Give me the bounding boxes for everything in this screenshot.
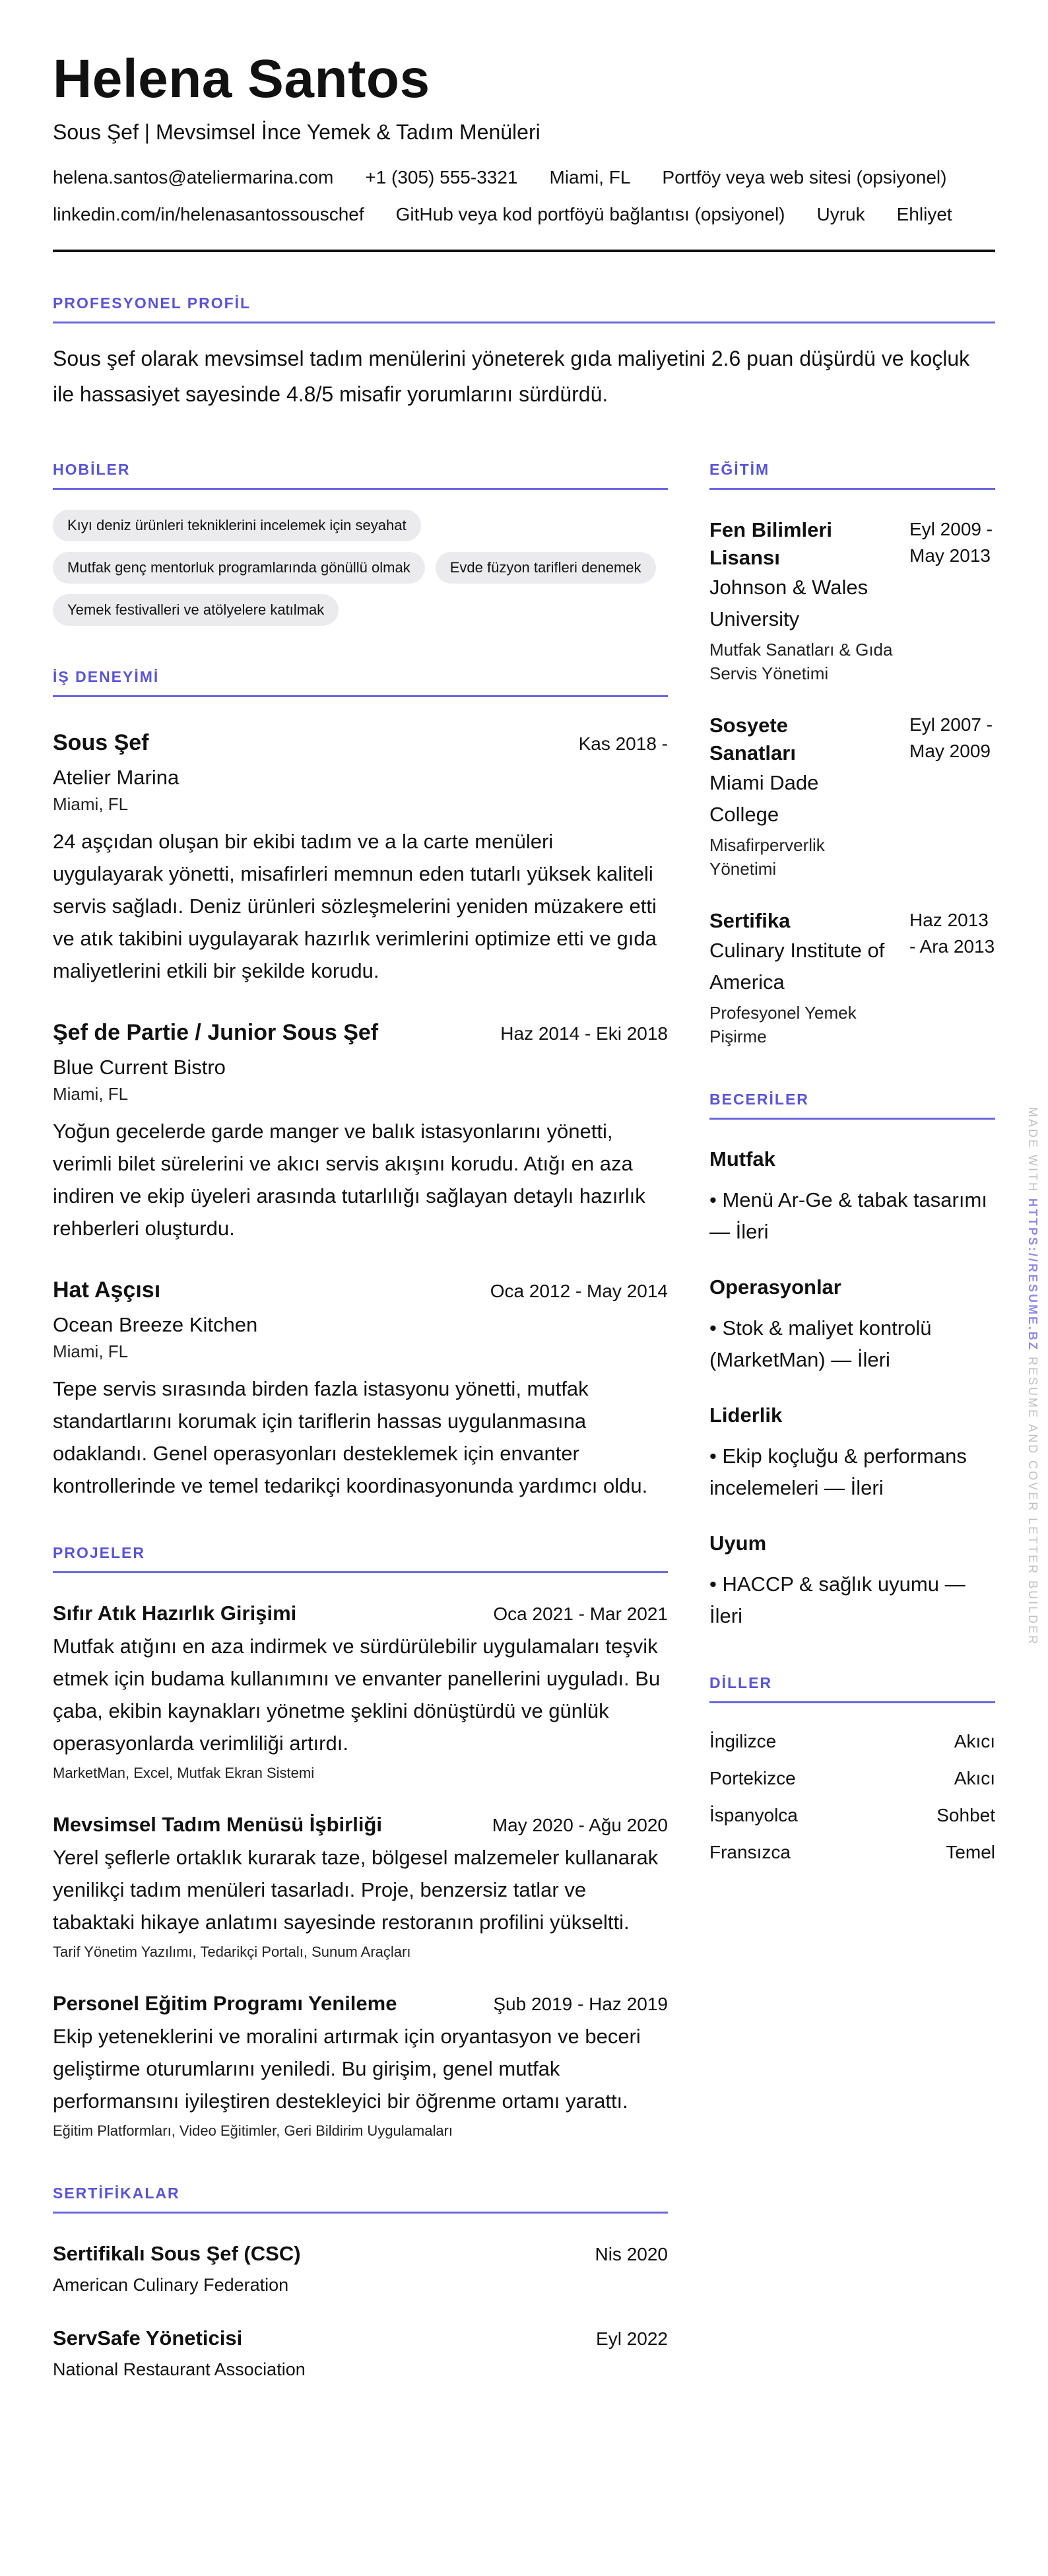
job-description: Tepe servis sırasında birden fazla istasyonu yönetti, mutfak standartlarını korumak için tariflerin hassas uygulanmasına odaklandı. Genel operasyonları desteklemek için envanter kontrollerinde ve temel tedarikçi koordinasyonunda yardımcı oldu. [53, 1377, 648, 1497]
project-description: Ekip yeteneklerini ve moralini artırmak için oryantasyon ve beceri geliştirme oturumlarını yeniledi. Bu girişim, genel mutfak performansını iyileştiren destekleyici bir öğrenme ortamı yarattı. [53, 2025, 641, 2113]
contact-list [53, 161, 997, 231]
builder-watermark [1026, 1107, 1039, 1646]
job-description: Yoğun gecelerde garde manger ve balık istasyonlarını yönetti, verimli bilet sürelerini ve akıcı servis akışını korudu. Atığı en aza indiren ve ekip üyeleri arasında tutarlılığı sağlayan detaylı hazırlık rehberleri oluşturdu. [53, 1120, 645, 1240]
certifications-section [53, 2185, 668, 2383]
hobby-tags [53, 510, 668, 626]
contact-github[interactable]: GitHub veya kod portföyü bağlantısı (opsiyonel) [395, 204, 785, 224]
two-column-body [53, 461, 995, 2383]
hobby-tag: Yemek festivalleri ve atölyelere katılmak [53, 594, 339, 626]
project-description: Mutfak atığını en aza indirmek ve sürdürülebilir uygulamaları teşvik etmek için budama kullanımını ve envanter panellerini uyguladı. Bu çaba, ekibin kaynakları yönetme şeklini dönüştürdü ve günlük operasyonlarda verimliliği artırdı. [53, 1635, 661, 1755]
education-field: Misafirperverlik Yönetimi [709, 835, 825, 879]
language-name: Portekizce [709, 1768, 796, 1788]
project-name: Sıfır Atık Hazırlık Girişimi [53, 1602, 297, 1625]
job-location: Miami, FL [53, 794, 129, 814]
experience-entry [53, 1275, 668, 1502]
education-entry [709, 516, 995, 685]
section-title-languages: DİLLER [709, 1674, 995, 1703]
project-dates: May 2020 - Ağu 2020 [492, 1815, 668, 1835]
language-row [709, 1797, 995, 1834]
job-title: Şef de Partie / Junior Sous Şef [53, 1020, 379, 1045]
hobby-tag: Evde füzyon tarifleri denemek [436, 552, 656, 584]
project-entry [53, 1811, 668, 1963]
certification-issuer: American Culinary Federation [53, 2275, 289, 2295]
section-title-education: EĞİTİM [709, 461, 995, 490]
experience-entry [53, 1017, 668, 1244]
hobby-tag: Mutfak genç mentorluk programlarında gönüllü olmak [53, 552, 425, 584]
education-school: Miami Dade College [709, 771, 819, 826]
projects-section [53, 1544, 668, 2142]
contact-portfolio[interactable]: Portföy veya web sitesi (opsiyonel) [662, 167, 947, 187]
language-row [709, 1834, 995, 1871]
left-column [53, 461, 668, 2383]
education-school: Johnson & Wales University [709, 576, 868, 630]
education-field: Profesyonel Yemek Pişirme [709, 1003, 857, 1046]
skill-category: Liderlik [709, 1404, 783, 1427]
job-title: Hat Aşçısı [53, 1277, 161, 1303]
experience-entry [53, 728, 668, 987]
project-description: Yerel şeflerle ortaklık kurarak taze, bölgesel malzemeler kullanarak yenilikçi tadım menüleri tasarladı. Proje, benzersiz tatlar ve tabaktaki hikaye anlatımı sayesinde restoranın profilini yükseltti. [53, 1846, 659, 1934]
project-name: Mevsimsel Tadım Menüsü İşbirliği [53, 1813, 382, 1836]
watermark-suffix: RESUME AND COVER LETTER BUILDER [1026, 1357, 1039, 1646]
job-title: Sous Şef [53, 730, 149, 755]
watermark-link[interactable]: HTTPS://RESUME.BZ [1026, 1198, 1039, 1352]
contact-nationality: Uyruk [816, 204, 865, 224]
education-degree: Sosyete Sanatları [709, 714, 796, 764]
hobbies-section [53, 461, 668, 626]
language-name: İspanyolca [709, 1805, 798, 1825]
project-entry [53, 1600, 668, 1784]
project-name: Personel Eğitim Programı Yenileme [53, 1992, 397, 2015]
contact-location: Miami, FL [549, 167, 631, 187]
education-degree: Fen Bilimleri Lisansı [709, 518, 833, 569]
skill-group [709, 1401, 995, 1504]
project-entry [53, 1990, 668, 2142]
project-tools: MarketMan, Excel, Mutfak Ekran Sistemi [53, 1765, 315, 1781]
education-degree: Sertifika [709, 909, 791, 932]
certification-entry [53, 2240, 668, 2298]
certification-entry [53, 2324, 668, 2383]
skill-group [709, 1145, 995, 1248]
job-location: Miami, FL [53, 1084, 129, 1104]
education-field: Mutfak Sanatları & Gıda Servis Yönetimi [709, 640, 893, 683]
resume-page [53, 46, 995, 2383]
education-school: Culinary Institute of America [709, 939, 885, 994]
job-dates: Oca 2012 - May 2014 [490, 1281, 668, 1301]
section-title-certifications: SERTİFİKALAR [53, 2185, 668, 2214]
job-dates: Kas 2018 - [578, 733, 668, 754]
project-tools: Tarif Yönetim Yazılımı, Tedarikçi Portalı, Sunum Araçları [53, 1944, 411, 1960]
skill-group [709, 1529, 995, 1632]
certification-name: ServSafe Yöneticisi [53, 2326, 243, 2350]
skills-section [709, 1091, 995, 1632]
contact-phone[interactable]: +1 (305) 555-3321 [365, 167, 518, 187]
job-location: Miami, FL [53, 1341, 129, 1361]
skill-category: Uyum [709, 1532, 767, 1555]
section-title-projects: PROJELER [53, 1544, 668, 1573]
language-level: Sohbet [936, 1805, 995, 1825]
education-entry [709, 907, 995, 1048]
section-title-experience: İŞ DENEYİMİ [53, 668, 668, 697]
hobby-tag: Kıyı deniz ürünleri tekniklerini incelemek için seyahat [53, 510, 421, 541]
language-row [709, 1760, 995, 1797]
skill-item: • Stok & maliyet kontrolü (MarketMan) — İleri [709, 1316, 932, 1371]
section-title-hobbies: HOBİLER [53, 461, 668, 490]
header-divider [53, 250, 995, 252]
candidate-name: Helena Santos [53, 49, 430, 109]
skill-item: • HACCP & sağlık uyumu — İleri [709, 1573, 966, 1627]
language-name: Fransızca [709, 1842, 791, 1862]
language-level: Temel [946, 1842, 995, 1862]
education-section [709, 461, 995, 1048]
education-entry [709, 712, 995, 881]
contact-license: Ehliyet [896, 204, 952, 224]
languages-section [709, 1674, 995, 1871]
profile-section [53, 294, 995, 412]
section-title-profile: PROFESYONEL PROFİL [53, 294, 995, 323]
skill-item: • Menü Ar-Ge & tabak tasarımı — İleri [709, 1188, 987, 1243]
certification-issuer: National Restaurant Association [53, 2359, 306, 2379]
candidate-headline: Sous Şef | Mevsimsel İnce Yemek & Tadım Menüleri [53, 120, 540, 144]
right-column [709, 461, 995, 2383]
job-description: 24 aşçıdan oluşan bir ekibi tadım ve a la carte menüleri uygulayarak yönetti, misafirleri memnun eden tutarlı yüksek kaliteli servis sağladı. Deniz ürünleri sözleşmelerini yeniden müzakere etti ve atık takibini uygulayarak hazırlık verimlerini optimize etti ve gıda maliyetlerini etkili bir şekilde korudu. [53, 830, 657, 982]
contact-email[interactable]: helena.santos@ateliermarina.com [53, 167, 334, 187]
education-dates: Eyl 2007 - May 2009 [909, 714, 993, 761]
language-list [709, 1723, 995, 1871]
education-dates: Haz 2013 - Ara 2013 [909, 910, 995, 957]
job-company: Atelier Marina [53, 766, 180, 789]
language-name: İngilizce [709, 1731, 777, 1751]
section-title-skills: BECERİLER [709, 1091, 995, 1120]
language-level: Akıcı [954, 1768, 995, 1788]
skill-group [709, 1273, 995, 1376]
contact-linkedin[interactable]: linkedin.com/in/helenasantossouschef [53, 204, 364, 224]
skill-category: Mutfak [709, 1147, 775, 1170]
profile-summary: Sous şef olarak mevsimsel tadım menülerini yöneterek gıda maliyetini 2.6 puan düşürdü ve koçluk ile hassasiyet sayesinde 4.8/5 misafir yorumlarını sürdürdü. [53, 347, 970, 406]
job-dates: Haz 2014 - Eki 2018 [500, 1023, 668, 1044]
language-row [709, 1723, 995, 1760]
skill-category: Operasyonlar [709, 1275, 841, 1299]
certification-date: Eyl 2022 [596, 2328, 668, 2349]
project-tools: Eğitim Platformları, Video Eğitimler, Geri Bildirim Uygulamaları [53, 2122, 453, 2139]
job-company: Blue Current Bistro [53, 1056, 226, 1079]
experience-section [53, 668, 668, 1502]
job-company: Ocean Breeze Kitchen [53, 1313, 258, 1336]
watermark-prefix: MADE WITH [1026, 1107, 1039, 1193]
certification-name: Sertifikalı Sous Şef (CSC) [53, 2242, 301, 2265]
project-dates: Oca 2021 - Mar 2021 [493, 1604, 668, 1624]
project-dates: Şub 2019 - Haz 2019 [493, 1994, 668, 2014]
language-level: Akıcı [954, 1731, 995, 1751]
skill-item: • Ekip koçluğu & performans incelemeleri — İleri [709, 1444, 967, 1499]
certification-date: Nis 2020 [595, 2244, 668, 2264]
education-dates: Eyl 2009 - May 2013 [909, 519, 993, 566]
